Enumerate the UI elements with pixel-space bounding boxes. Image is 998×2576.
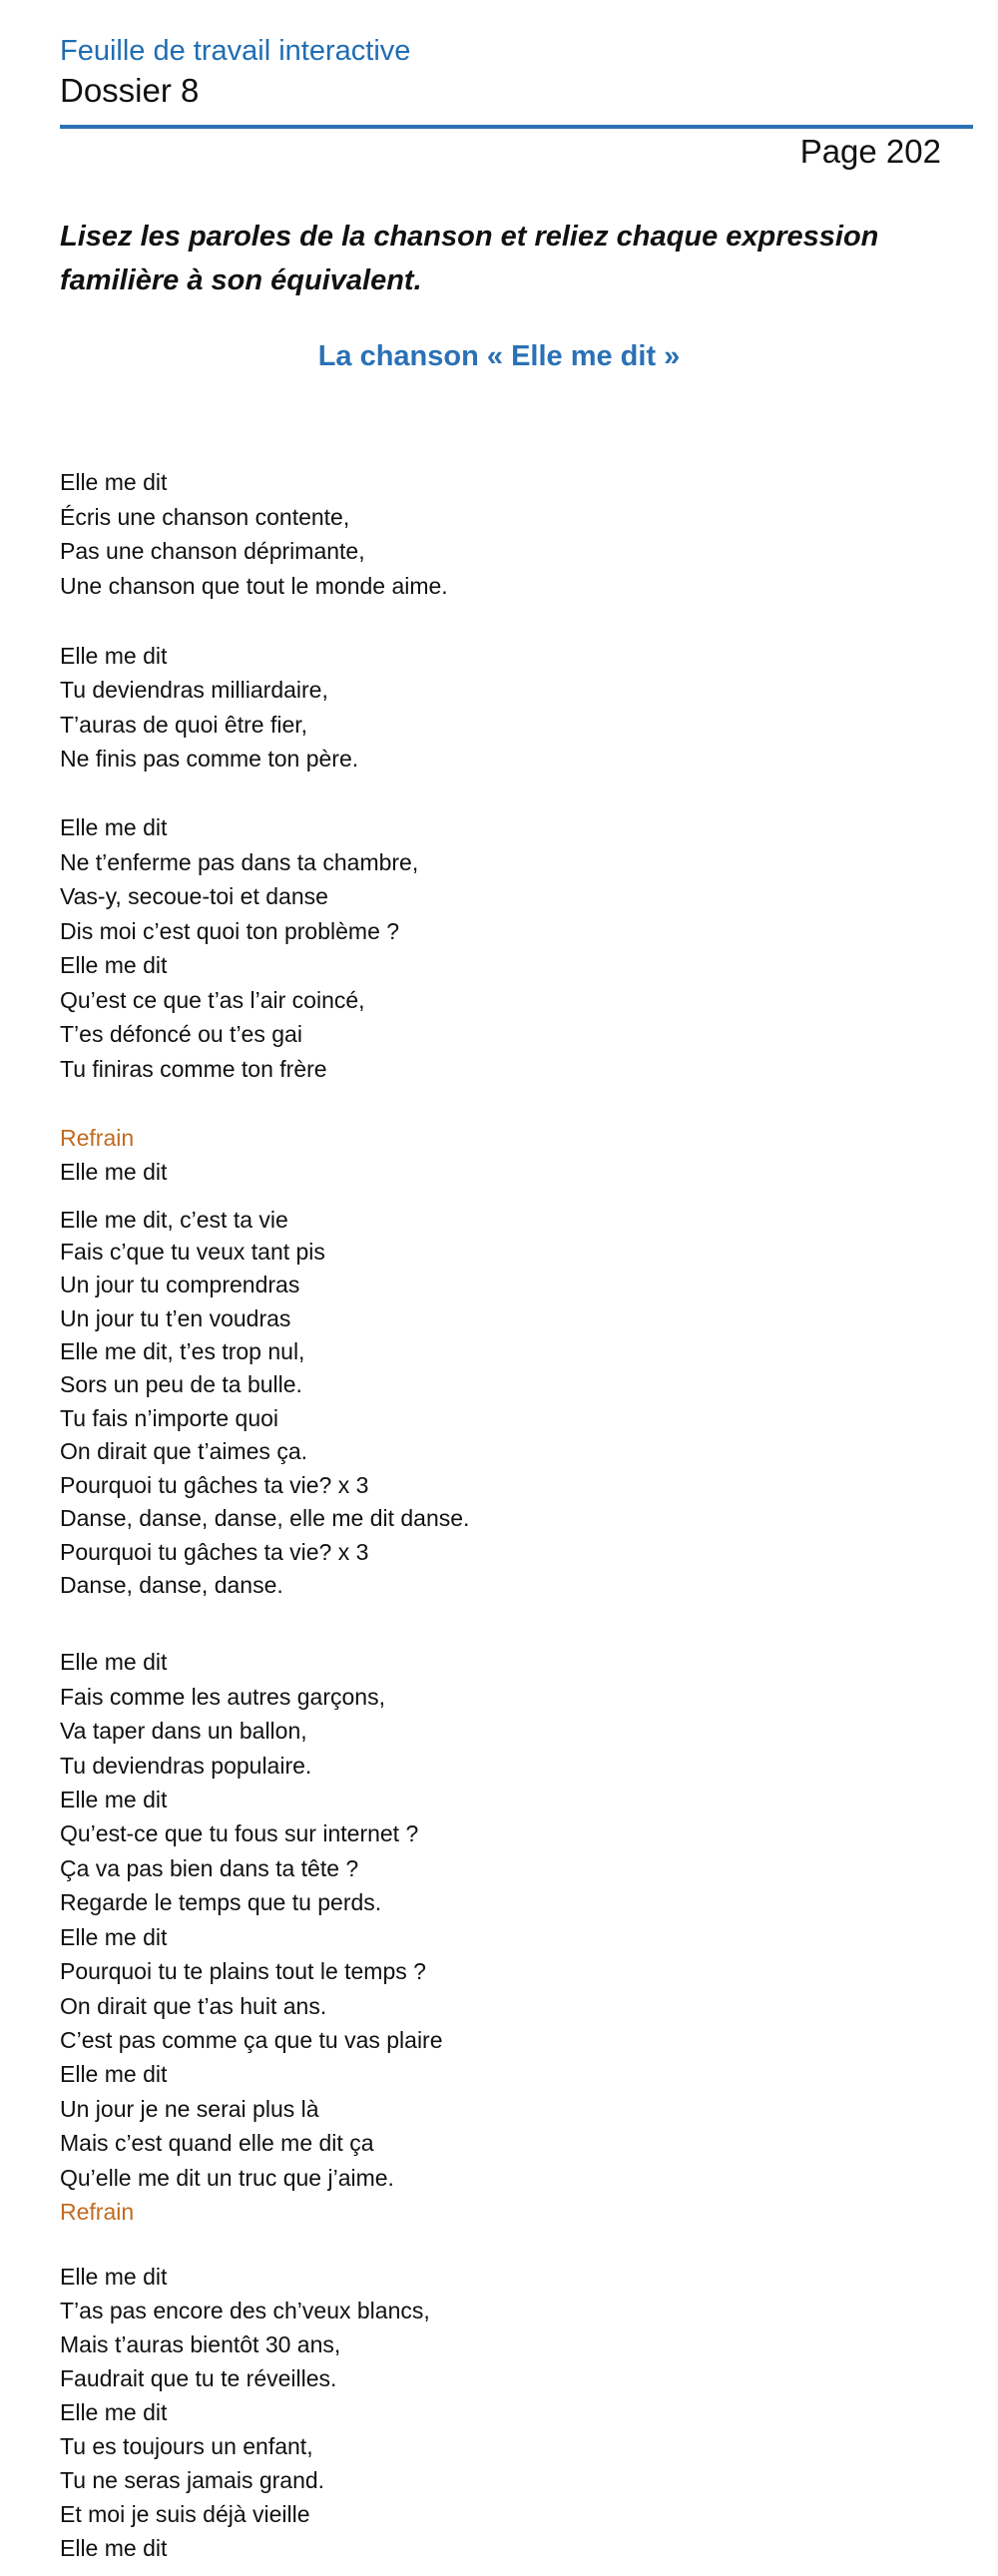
lyric-line: Ça va pas bien dans ta tête ? xyxy=(60,1855,359,1881)
lyric-line: Elle me dit xyxy=(60,814,168,840)
page-number: Page 202 xyxy=(799,133,941,170)
lyric-line: Mais t’auras bientôt 30 ans, xyxy=(60,2331,341,2357)
lyric-line: Vas-y, secoue-toi et danse xyxy=(60,883,328,909)
lyric-line: Elle me dit xyxy=(60,1649,168,1675)
lyric-line: Regarde le temps que tu perds. xyxy=(60,1889,382,1915)
lyric-line: Elle me dit xyxy=(60,952,168,978)
lyric-line: Elle me dit, t’es trop nul, xyxy=(60,1338,305,1364)
lyric-line: Ne finis pas comme ton père. xyxy=(60,746,359,772)
lyric-line: Pas une chanson déprimante, xyxy=(60,538,365,564)
refrain-label: Refrain xyxy=(60,2199,135,2225)
lyric-line: Dis moi c’est quoi ton problème ? xyxy=(60,918,400,944)
lyric-line: Elle me dit xyxy=(60,1159,168,1185)
lyric-line: Danse, danse, danse. xyxy=(60,1572,283,1598)
lyric-line: Qu’est ce que t’as l’air coincé, xyxy=(60,987,365,1013)
lyric-line: T’auras de quoi être fier, xyxy=(60,712,308,738)
lyric-line: Une chanson que tout le monde aime. xyxy=(60,573,448,599)
lyric-line: On dirait que t’as huit ans. xyxy=(60,1993,327,2019)
lyric-line: Pourquoi tu gâches ta vie? x 3 xyxy=(60,1539,369,1565)
lyric-line: On dirait que t’aimes ça. xyxy=(60,1438,308,1464)
lyric-line: Tu ne seras jamais grand. xyxy=(60,2467,325,2493)
lyric-line: Tu deviendras milliardaire, xyxy=(60,677,328,703)
lyric-line: Elle me dit xyxy=(60,2061,168,2087)
lyric-line: Tu es toujours un enfant, xyxy=(60,2433,313,2459)
lyric-line: Elle me dit xyxy=(60,643,168,669)
refrain-label: Refrain xyxy=(60,1125,135,1151)
lyric-line: Qu’est-ce que tu fous sur internet ? xyxy=(60,1820,419,1846)
header xyxy=(60,34,410,110)
lyric-line: Un jour je ne serai plus là xyxy=(60,2096,319,2122)
worksheet-label: Feuille de travail interactive xyxy=(60,35,411,67)
lyric-line: Qu’elle me dit un truc que j’aime. xyxy=(60,2165,394,2191)
instruction-text: Lisez les paroles de la chanson et reliez chaque expression familière à son équivalent. xyxy=(60,221,879,296)
lyric-line: Fais comme les autres garçons, xyxy=(60,1684,385,1710)
lyric-line: T’as pas encore des ch’veux blancs, xyxy=(60,2298,430,2323)
lyric-line: Va taper dans un ballon, xyxy=(60,1718,307,1744)
lyric-line: Fais c’que tu veux tant pis xyxy=(60,1239,325,1265)
lyric-line: Elle me dit xyxy=(60,2399,168,2425)
lyric-line: Elle me dit xyxy=(60,1787,168,1812)
song-title: La chanson « Elle me dit » xyxy=(317,340,681,372)
lyric-line: Elle me dit xyxy=(60,1924,168,1950)
lyric-line: Faudrait que tu te réveilles. xyxy=(60,2365,337,2391)
header-divider xyxy=(60,125,973,129)
lyric-line: Sors un peu de ta bulle. xyxy=(60,1371,302,1397)
lyric-line: C’est pas comme ça que tu vas plaire xyxy=(60,2027,443,2053)
lyric-line: Mais c’est quand elle me dit ça xyxy=(60,2130,374,2156)
lyric-line: Un jour tu comprendras xyxy=(60,1272,300,1297)
lyric-line: Elle me dit xyxy=(60,469,168,495)
lyric-line: Et moi je suis déjà vieille xyxy=(60,2501,310,2527)
lyric-line: Elle me dit xyxy=(60,2264,168,2290)
lyric-line: Tu deviendras populaire. xyxy=(60,1753,312,1779)
lyric-line: T’es défoncé ou t’es gai xyxy=(60,1021,302,1047)
lyric-line: Danse, danse, danse, elle me dit danse. xyxy=(60,1505,470,1531)
lyric-line: Pourquoi tu te plains tout le temps ? xyxy=(60,1958,426,1984)
dossier-title: Dossier 8 xyxy=(60,72,200,109)
lyric-line: Tu finiras comme ton frère xyxy=(60,1056,327,1082)
lyric-line: Elle me dit, c’est ta vie xyxy=(60,1207,288,1233)
lyric-line: Ne t’enferme pas dans ta chambre, xyxy=(60,849,419,875)
lyric-line: Tu fais n’importe quoi xyxy=(60,1405,279,1431)
lyric-line: Écris une chanson contente, xyxy=(60,504,350,530)
lyric-line: Un jour tu t’en voudras xyxy=(60,1305,291,1331)
lyric-line: Pourquoi tu gâches ta vie? x 3 xyxy=(60,1472,369,1498)
lyric-line: Elle me dit xyxy=(60,2535,168,2561)
